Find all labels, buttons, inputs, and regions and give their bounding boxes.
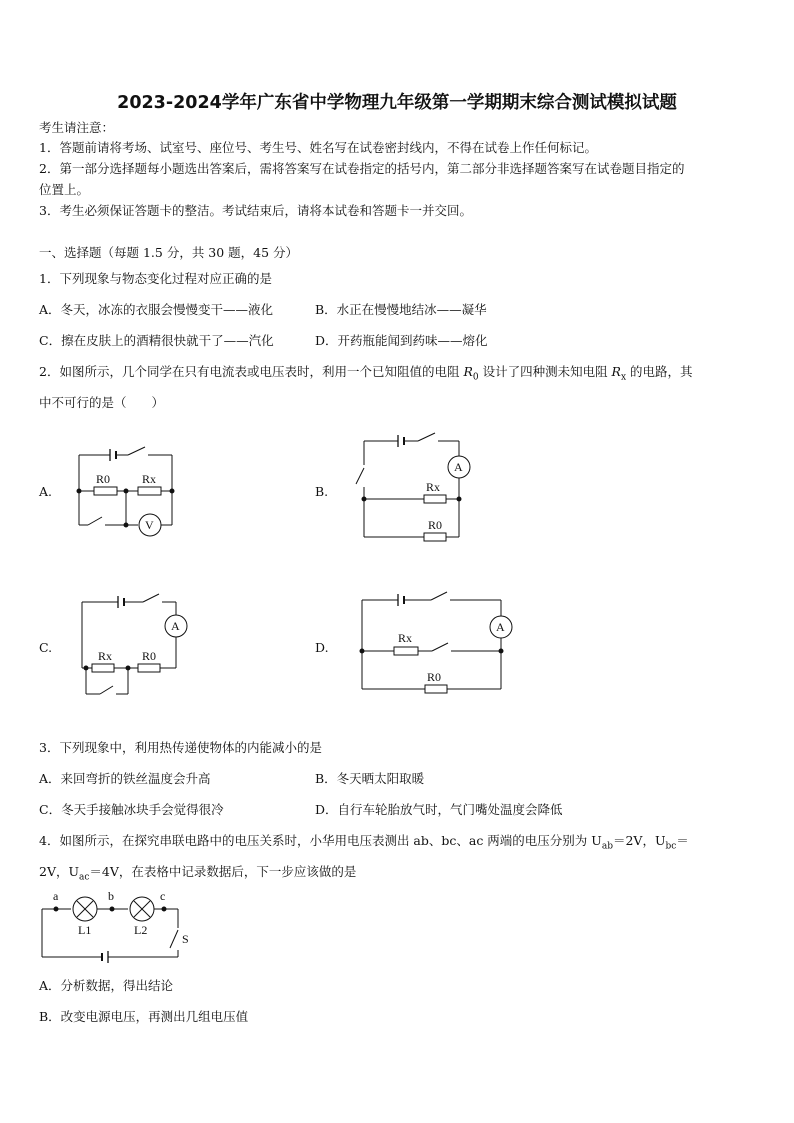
q4-option-a: A．分析数据，得出结论 — [39, 978, 174, 993]
q2-option-c-label: C. — [39, 640, 53, 655]
terminal-a — [54, 907, 58, 911]
label-rx: Rx — [426, 480, 441, 494]
label-l2: L2 — [134, 923, 148, 937]
label-b: b — [108, 889, 114, 903]
q1-option-b: B．水正在慢慢地结冰——凝华 — [315, 302, 487, 317]
voltmeter-label: V — [145, 518, 154, 532]
label-rx: Rx — [398, 631, 413, 645]
notice-item-2: 2．第一部分选择题每小题选出答案后，需将答案写在试卷指定的括号内，第二部分非选择题答案写在试卷题目指定的 — [39, 161, 685, 176]
ammeter-label: A — [496, 620, 505, 634]
q2-option-a-label: A. — [39, 484, 53, 499]
label-l1: L1 — [78, 923, 92, 937]
q4-stem-line1: 4．如图所示，在探究串联电路中的电压关系时，小华用电压表测出 ab、bc、ac 两端的电压分别为 $U_{ab}=2V$，$U_{bc}=$ — [39, 833, 689, 852]
label-s: S — [182, 932, 189, 946]
label-c: c — [160, 889, 166, 903]
q3-option-b: B．冬天晒太阳取暖 — [315, 771, 425, 786]
notice-heading: 考生请注意： — [39, 120, 115, 135]
q1-option-d: D．开药瓶能闻到药味——熔化 — [315, 333, 488, 348]
q3-option-d: D．自行车轮胎放气时，气门嘴处温度会降低 — [315, 802, 563, 817]
label-r0: R0 — [428, 518, 443, 532]
label-r0: R0 — [142, 649, 157, 663]
label-r0: R0 — [96, 472, 111, 486]
notice-item-3: 3．考生必须保证答题卡的整洁。考试结束后，请将本试卷和答题卡一并交回。 — [39, 203, 472, 218]
q1-option-a: A．冬天，冰冻的衣服会慢慢变干——液化 — [39, 302, 274, 317]
label-rx: Rx — [98, 649, 113, 663]
q4-stem-line2: 2V，$U_{ac}=4V$，在表格中记录数据后，下一步应该做的是 — [39, 864, 357, 883]
notice-item-1: 1．答题前请将考场、试室号、座位号、考生号、姓名写在试卷密封线内，不得在试卷上作任何标记。 — [39, 140, 597, 155]
q2-option-d-label: D. — [315, 640, 329, 655]
q1-option-c: C．擦在皮肤上的酒精很快就干了——汽化 — [39, 333, 274, 348]
terminal-c — [162, 907, 166, 911]
ammeter-label: A — [171, 619, 180, 633]
q3-stem: 3．下列现象中，利用热传递使物体的内能减小的是 — [39, 740, 322, 755]
q2-option-b-label: B. — [315, 484, 329, 499]
q1-stem: 1．下列现象与物态变化过程对应正确的是 — [39, 271, 272, 286]
q3-option-c: C．冬天手接触冰块手会觉得很冷 — [39, 802, 224, 817]
notice-item-2-cont: 位置上。 — [39, 182, 90, 197]
q4-option-b: B．改变电源电压，再测出几组电压值 — [39, 1009, 249, 1024]
label-a: a — [53, 889, 59, 903]
q3-option-a: A．来回弯折的铁丝温度会升高 — [39, 771, 211, 786]
q2-stem-line1: 2．如图所示，几个同学在只有电流表或电压表时，利用一个已知阻值的电阻 $R_0$ 设计了四种测未知电阻 $R_x$ 的电路，其 — [39, 364, 693, 383]
page-title: 2023-2024学年广东省中学物理九年级第一学期期末综合测试模拟试题 — [117, 93, 677, 113]
section-heading: 一、选择题（每题 1.5 分，共 30 题，45 分） — [39, 245, 299, 260]
ammeter-label: A — [454, 460, 463, 474]
label-r0: R0 — [427, 670, 442, 684]
q2-stem-line2: 中不可行的是（ ） — [39, 395, 165, 410]
terminal-b — [110, 907, 114, 911]
label-rx: Rx — [142, 472, 157, 486]
